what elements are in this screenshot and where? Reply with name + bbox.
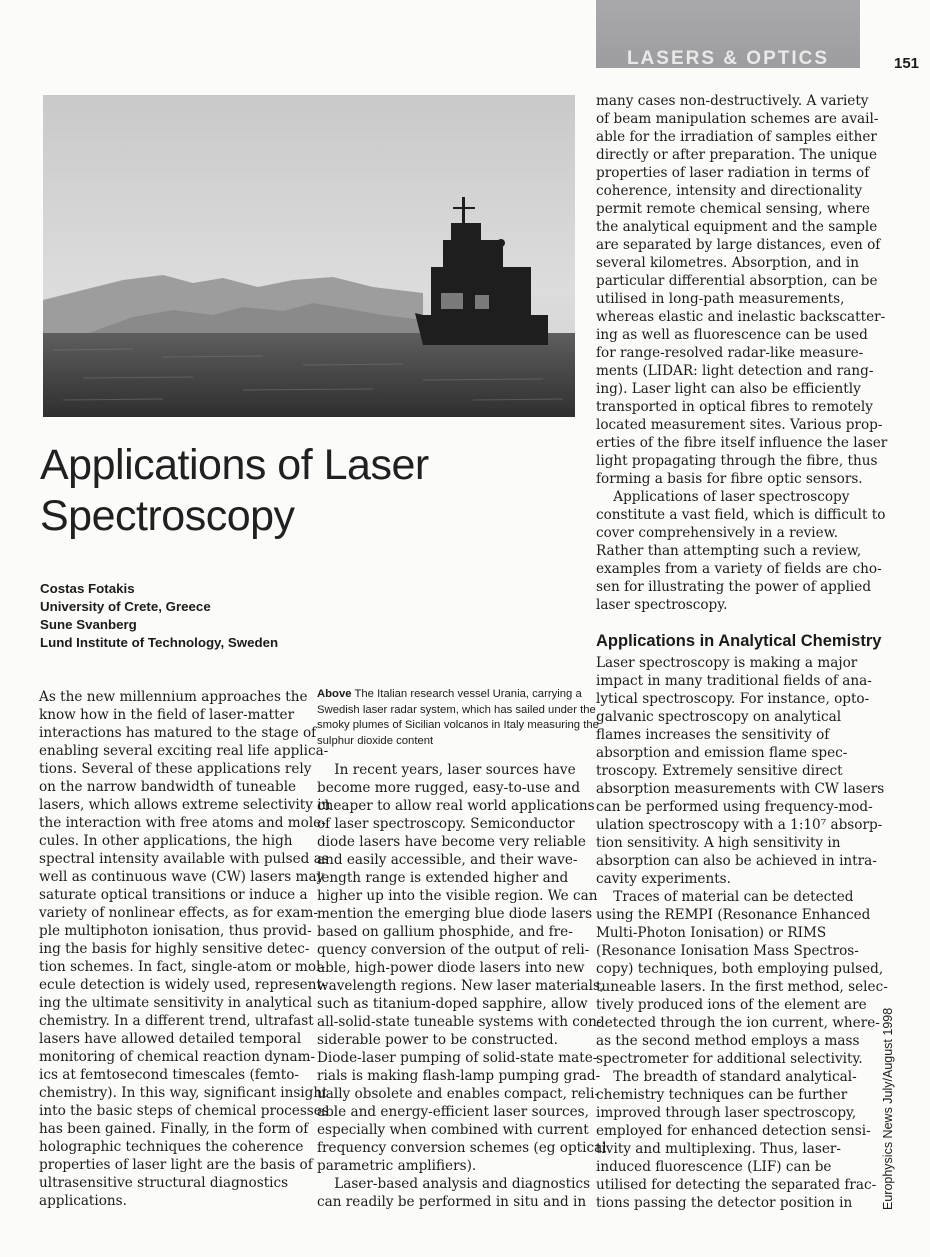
text-line: copy) techniques, both employing pulsed, <box>596 961 884 977</box>
text-line: located measurement sites. Various prop- <box>596 417 883 433</box>
text-line: of beam manipulation schemes are avail- <box>596 111 879 127</box>
title-line: Applications of Laser <box>40 441 429 489</box>
text-line: frequency conversion schemes (eg optical <box>317 1140 607 1156</box>
text-line: length range is extended higher and <box>317 870 569 886</box>
text-line: constitute a vast field, which is difficult to <box>596 507 886 523</box>
text-line: the analytical equipment and the sample <box>596 219 878 235</box>
text-line: can be performed using frequency-mod- <box>596 799 873 815</box>
ship-photo <box>43 95 575 417</box>
text-line: transported in optical fibres to remotely <box>596 399 873 415</box>
text-line: higher up into the visible region. We can <box>317 888 598 904</box>
text-line: whereas elastic and inelastic backscatter- <box>596 309 886 325</box>
text-line: based on gallium phosphide, and fre- <box>317 924 573 940</box>
text-line: tions passing the detector position in <box>596 1195 853 1211</box>
text-line: ing the ultimate sensitivity in analytical <box>39 995 313 1011</box>
body-column-3 <box>596 92 888 614</box>
text-line: tion sensitivity. A high sensitivity in <box>596 835 841 851</box>
text-line: such as titanium-doped sapphire, allow <box>317 996 588 1012</box>
author-name: Costas Fotakis <box>40 581 135 596</box>
text-line: many cases non-destructively. A variety <box>596 93 869 109</box>
caption-text: Swedish laser radar system, which has sailed under the <box>317 703 596 716</box>
text-line: Applications of laser spectroscopy <box>596 489 850 505</box>
caption-lead: Above <box>317 688 352 700</box>
text-line: ple multiphoton ionisation, thus provid- <box>39 923 312 939</box>
text-line: detected through the ion current, where- <box>596 1015 880 1031</box>
text-line: wavelength regions. New laser materials, <box>317 978 605 994</box>
text-line: Laser spectroscopy is making a major <box>596 655 858 671</box>
text-line: absorption can also be achieved in intra- <box>596 853 877 869</box>
section-label: LASERS & OPTICS <box>626 48 830 69</box>
text-line: Rather than attempting such a review, <box>596 543 862 559</box>
author-affiliation: University of Crete, Greece <box>40 599 211 614</box>
text-line: tions. Several of these applications rely <box>39 761 312 777</box>
text-line: monitoring of chemical reaction dynam- <box>39 1049 316 1065</box>
text-line: lytical spectroscopy. For instance, opto- <box>596 691 870 707</box>
text-line: able, high-power diode lasers into new <box>317 960 585 976</box>
text-line: chemistry. In a different trend, ultrafast <box>39 1013 314 1029</box>
text-line: examples from a variety of fields are cho- <box>596 561 882 577</box>
author-affiliation: Lund Institute of Technology, Sweden <box>40 635 279 650</box>
text-line: utilised for detecting the separated frac- <box>596 1177 877 1193</box>
text-line: induced fluorescence (LIF) can be <box>596 1159 832 1175</box>
caption-text: smoky plumes of Sicilian volcanos in Italy measuring the <box>317 719 599 731</box>
text-line: into the basic steps of chemical processes <box>39 1103 329 1119</box>
text-line: of laser spectroscopy. Semiconductor <box>317 816 575 832</box>
text-line: cules. In other applications, the high <box>39 833 293 849</box>
text-line: holographic techniques the coherence <box>39 1139 304 1155</box>
text-line: the interaction with free atoms and mole- <box>39 815 326 831</box>
author-name: Sune Svanberg <box>40 617 137 632</box>
text-line: several kilometres. Absorption, and in <box>596 255 859 271</box>
text-line: ments (LIDAR: light detection and rang- <box>596 363 874 379</box>
body-column-1 <box>39 688 331 1210</box>
text-line: become more rugged, easy-to-use and <box>317 780 581 796</box>
text-line: flames increases the sensitivity of <box>596 727 830 743</box>
text-line: tion schemes. In fact, single-atom or mol- <box>39 959 326 975</box>
text-line: employed for enhanced detection sensi- <box>596 1123 871 1139</box>
text-line: tivity and multiplexing. Thus, laser- <box>596 1141 841 1157</box>
text-line: chemistry techniques can be further <box>596 1087 848 1103</box>
journal-side-note: Europhysics News July/August 1998 <box>881 1007 895 1210</box>
text-line: particular differential absorption, can be <box>596 273 878 289</box>
text-line: cavity experiments. <box>596 871 731 887</box>
text-line: spectral intensity available with pulsed as <box>39 851 329 867</box>
body-column-2 <box>317 761 607 1211</box>
text-line: Laser-based analysis and diagnostics <box>317 1176 591 1192</box>
text-line: Diode-laser pumping of solid-state mate- <box>317 1050 598 1066</box>
text-line: ecule detection is widely used, represent- <box>39 977 327 993</box>
text-line: has been gained. Finally, in the form of <box>39 1121 309 1137</box>
text-line: spectrometer for additional selectivity. <box>596 1051 863 1067</box>
text-line: using the REMPI (Resonance Enhanced <box>596 907 871 923</box>
text-line: lasers, which allows extreme selectivity in <box>39 797 331 813</box>
text-line: properties of laser radiation in terms of <box>596 165 870 181</box>
text-line: interactions has matured to the stage of <box>39 725 317 741</box>
text-line: Multi-Photon Ionisation) or RIMS <box>596 925 827 941</box>
text-line: can readily be performed in situ and in <box>317 1194 587 1210</box>
text-line: quency conversion of the output of reli- <box>317 942 590 958</box>
text-line: ics at femtosecond timescales (femto- <box>39 1067 299 1083</box>
text-line: sen for illustrating the power of applied <box>596 579 872 595</box>
text-line: mention the emerging blue diode lasers <box>317 906 593 922</box>
text-line: able and energy-efficient laser sources, <box>317 1104 589 1120</box>
text-line: lasers have allowed detailed temporal <box>39 1031 302 1047</box>
text-line: ing as well as fluorescence can be used <box>596 327 868 343</box>
text-line: and easily accessible, and their wave- <box>317 852 578 868</box>
text-line: able for the irradiation of samples either <box>596 129 877 145</box>
text-line: light propagating through the fibre, thus <box>596 453 878 469</box>
caption-text: The Italian research vessel Urania, carrying a <box>351 688 582 700</box>
text-line: galvanic spectroscopy on analytical <box>596 709 842 725</box>
text-line: Traces of material can be detected <box>596 889 854 905</box>
text-line: enabling several exciting real life applica- <box>39 743 329 759</box>
text-line: impact in many traditional fields of ana- <box>596 673 872 689</box>
page-number: 151 <box>894 55 920 72</box>
caption-text: sulphur dioxide content <box>317 734 434 747</box>
photo-caption <box>317 687 599 749</box>
text-line: especially when combined with current <box>317 1122 589 1138</box>
text-line: know how in the field of laser-matter <box>39 707 295 723</box>
text-line: on the narrow bandwidth of tuneable <box>39 779 297 795</box>
text-line: chemistry). In this way, significant insight <box>39 1085 328 1101</box>
author-block <box>40 580 460 652</box>
text-line: all-solid-state tuneable systems with con- <box>317 1014 602 1030</box>
text-line: as the second method employs a mass <box>596 1033 860 1049</box>
text-line: directly or after preparation. The unique <box>596 147 878 163</box>
text-line: rials is making flash-lamp pumping grad- <box>317 1068 601 1084</box>
section-header-band <box>596 0 860 68</box>
text-line: ultrasensitive structural diagnostics <box>39 1175 289 1191</box>
text-line: siderable power to be constructed. <box>317 1032 558 1048</box>
text-line: ually obsolete and enables compact, reli- <box>317 1086 600 1102</box>
text-line: ulation spectroscopy with a 1:10⁷ absorp- <box>596 817 883 833</box>
text-line: (Resonance Ionisation Mass Spectros- <box>596 943 859 959</box>
text-line: tuneable lasers. In the first method, selec- <box>596 979 888 995</box>
text-line: saturate optical transitions or induce a <box>39 887 308 903</box>
text-line: erties of the fibre itself influence the laser <box>596 435 888 451</box>
text-line: As the new millennium approaches the <box>39 689 308 705</box>
text-line: ing the basis for highly sensitive detec- <box>39 941 310 957</box>
text-line: absorption and emission flame spec- <box>596 745 848 761</box>
text-line: absorption measurements with CW lasers <box>596 781 885 797</box>
text-line: well as continuous wave (CW) lasers may <box>39 869 325 885</box>
text-line: troscopy. Extremely sensitive direct <box>596 763 843 779</box>
title-line: Spectroscopy <box>40 492 295 540</box>
text-line: ing). Laser light can also be efficiently <box>596 381 861 397</box>
text-line: utilised in long-path measurements, <box>596 291 845 307</box>
text-line: variety of nonlinear effects, as for exam- <box>39 905 318 921</box>
text-line: are separated by large distances, even of <box>596 237 881 253</box>
article-title <box>40 440 560 542</box>
text-line: tively produced ions of the element are <box>596 997 867 1013</box>
text-line: cheaper to allow real world applications <box>317 798 595 814</box>
text-line: parametric amplifiers). <box>317 1158 477 1174</box>
text-line: permit remote chemical sensing, where <box>596 201 870 217</box>
text-line: forming a basis for fibre optic sensors. <box>596 471 863 487</box>
text-line: improved through laser spectroscopy, <box>596 1105 857 1121</box>
section-heading: Applications in Analytical Chemistry <box>596 632 882 650</box>
text-line: cover comprehensively in a review. <box>596 525 839 541</box>
text-line: properties of laser light are the basis of <box>39 1157 313 1173</box>
text-line: for range-resolved radar-like measure- <box>596 345 864 361</box>
text-line: coherence, intensity and directionality <box>596 183 863 199</box>
text-line: The breadth of standard analytical- <box>596 1069 857 1085</box>
text-line: diode lasers have become very reliable <box>317 834 586 850</box>
text-line: In recent years, laser sources have <box>317 762 576 778</box>
text-line: laser spectroscopy. <box>596 597 728 613</box>
text-line: applications. <box>39 1193 127 1209</box>
